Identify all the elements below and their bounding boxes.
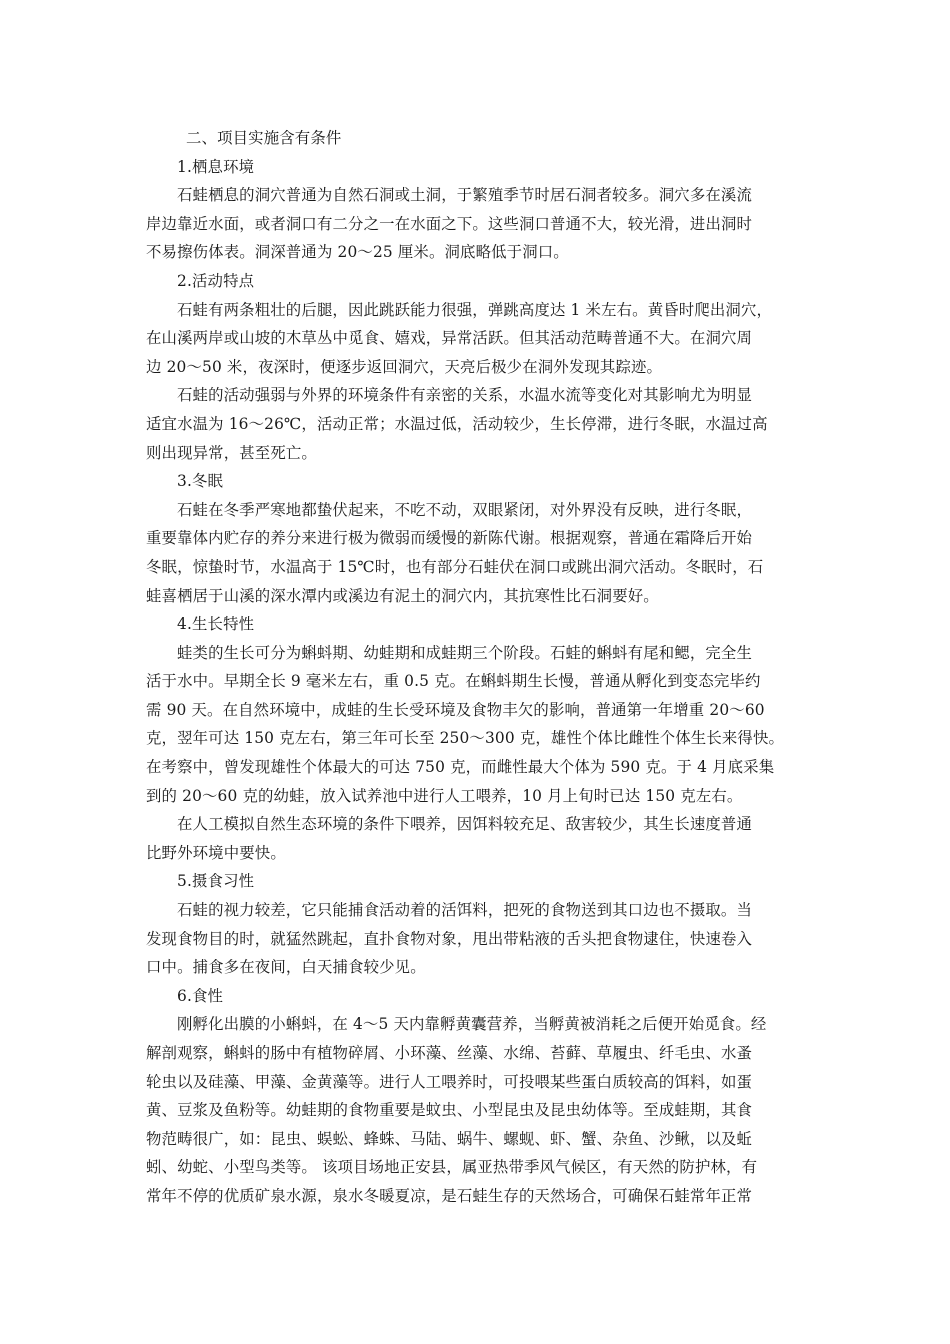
- paragraph-line: 常年不停的优质矿泉水源，泉水冬暖夏凉，是石蛙生存的天然场合，可确保石蛙常年正常: [146, 1186, 753, 1205]
- paragraph-line: 边 20～50 米，夜深时，便逐步返回洞穴，天亮后极少在洞外发现其踪迹。: [146, 357, 663, 376]
- paragraph-line: 物范畴很广，如：昆虫、蜈蚣、蜂蛛、马陆、蜗牛、螺蚬、虾、蟹、杂鱼、沙鳅，以及蚯: [146, 1129, 753, 1148]
- paragraph-line: 蛙喜栖居于山溪的深水潭内或溪边有泥土的洞穴内，其抗寒性比石洞要好。: [146, 586, 659, 605]
- paragraph-first-line: 石蛙的视力较差，它只能捕食活动着的活饵料，把死的食物送到其口边也不摄取。当: [177, 901, 753, 920]
- paragraph-first-line: 在人工模拟自然生态环境的条件下喂养，因饵料较充足、敌害较少，其生长速度普通: [177, 815, 753, 834]
- paragraph-line: 活于水中。早期全长 9 毫米左右，重 0.5 克。在蝌蚪期生长慢，普通从孵化到变态完毕约: [146, 672, 761, 691]
- paragraph-line: 在山溪两岸或山坡的木草丛中觅食、嬉戏，异常活跃。但其活动范畴普通不大。在洞穴周: [146, 329, 753, 348]
- paragraph-line: 冬眠，惊蛰时节，水温高于 15℃时，也有部分石蛙伏在洞口或跳出洞穴活动。冬眠时，石: [146, 557, 764, 576]
- paragraph-first-line: 石蛙栖息的洞穴普通为自然石洞或土洞，于繁殖季节时居石洞者较多。洞穴多在溪流: [177, 186, 753, 205]
- paragraph-line: 解剖观察，蝌蚪的肠中有植物碎屑、小环藻、丝藻、水绵、苔藓、草履虫、纤毛虫、水蚤: [146, 1044, 753, 1062]
- paragraph-line: 到的 20～60 克的幼蛙，放入试养池中进行人工喂养，10 月上旬时已达 150 克左右。: [146, 786, 743, 805]
- paragraph-first-line: 石蛙在冬季严寒地都蛰伏起来，不吃不动，双眼紧闭，对外界没有反映，进行冬眠，: [177, 500, 753, 519]
- paragraph-line: 不易擦伤体表。洞深普通为 20～25 厘米。洞底略低于洞口。: [146, 243, 569, 262]
- paragraph-first-line: 石蛙的活动强弱与外界的环境条件有亲密的关系，水温水流等变化对其影响尤为明显: [177, 386, 753, 405]
- paragraph-line: 口中。捕食多在夜间，白天捕食较少见。: [146, 958, 426, 977]
- paragraph-line: 克，翌年可达 150 克左右，第三年可长至 250～300 克，雄性个体比雌性个体生长来得快。: [146, 729, 785, 748]
- paragraph-line: 比野外环境中要快。: [146, 843, 286, 862]
- paragraph-first-line: 刚孵化出膜的小蝌蚪，在 4～5 天内靠孵黄囊营养，当孵黄被消耗之后便开始觅食。经: [177, 1015, 767, 1034]
- subsection-heading: 1.栖息环境: [177, 157, 255, 176]
- subsection-heading: 6.食性: [177, 986, 224, 1005]
- paragraph-line: 需 90 天。在自然环境中，成蛙的生长受环境及食物丰欠的影响，普通第一年增重 20～60: [146, 700, 765, 719]
- paragraph-first-line: 蛙类的生长可分为蝌蚪期、幼蛙期和成蛙期三个阶段。石蛙的蝌蚪有尾和鳃，完全生: [177, 643, 753, 662]
- paragraph-line: 适宜水温为 16～26℃，活动正常；水温过低，活动较少，生长停滞，进行冬眠，水温过高: [146, 414, 768, 433]
- document-body: [146, 124, 811, 1211]
- subsection-heading: 5.摄食习性: [177, 872, 255, 891]
- paragraph-first-line: 石蛙有两条粗壮的后腿，因此跳跃能力很强，弹跳高度达 1 米左右。黄昏时爬出洞穴，: [177, 300, 773, 319]
- paragraph-line: 蚓、幼蛇、小型鸟类等。 该项目场地正安县，属亚热带季风气候区，有天然的防护林，有: [146, 1158, 758, 1177]
- paragraph-line: 则出现异常，甚至死亡。: [146, 443, 317, 462]
- paragraph-line: 发现食物目的时，就猛然跳起，直扑食物对象，甩出带粘液的舌头把食物逮住，快速卷入: [146, 929, 753, 948]
- paragraph-line: 重要靠体内贮存的养分来进行极为微弱而缓慢的新陈代谢。根据观察，普通在霜降后开始: [146, 529, 753, 548]
- paragraph-line: 岸边靠近水面，或者洞口有二分之一在水面之下。这些洞口普通不大，较光滑，进出洞时: [146, 214, 753, 233]
- section-title: 二、项目实施含有条件: [186, 129, 342, 147]
- paragraph-line: 黄、豆浆及鱼粉等。幼蛙期的食物重要是蚊虫、小型昆虫及昆虫幼体等。至成蛙期，其食: [146, 1101, 753, 1120]
- subsection-heading: 4.生长特性: [177, 615, 255, 634]
- subsection-heading: 3.冬眠: [177, 472, 224, 491]
- subsection-heading: 2.活动特点: [177, 271, 255, 290]
- paragraph-line: 在考察中，曾发现雄性个体最大的可达 750 克，而雌性最大个体为 590 克。于 4 月底采集: [146, 758, 775, 777]
- paragraph-line: 轮虫以及硅藻、甲藻、金黄藻等。进行人工喂养时，可投喂某些蛋白质较高的饵料，如蛋: [146, 1072, 753, 1091]
